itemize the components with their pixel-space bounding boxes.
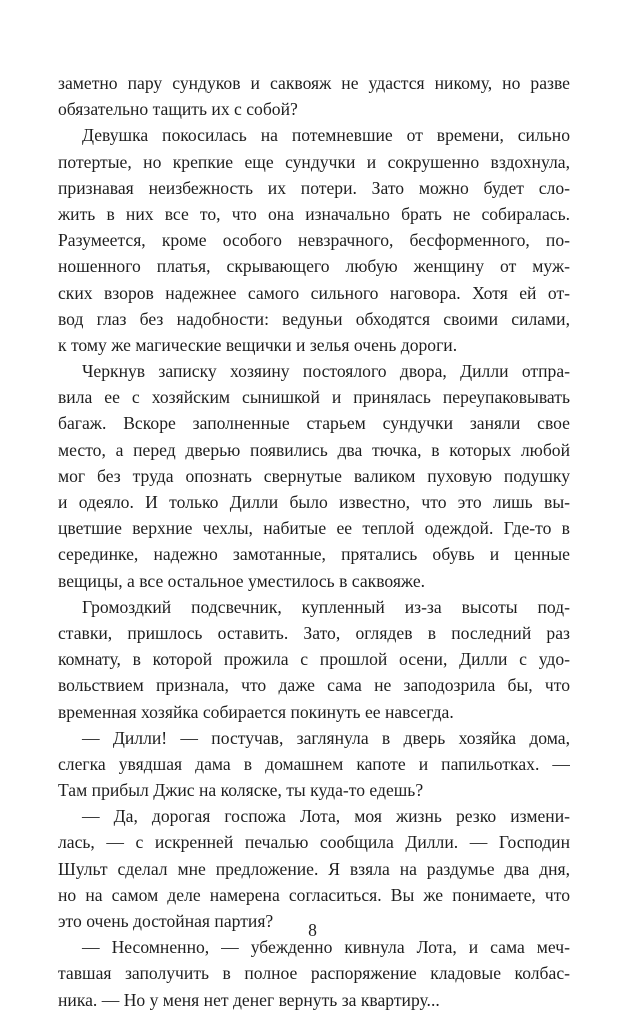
text-line: багаж. Вскоре заполненные старьем сундучки заняли свое: [58, 413, 570, 434]
text-line: ских взоров надежнее самого сильного наговора. Хотя ей от-: [58, 282, 570, 303]
text-line: временная хозяйка собирается покинуть ее навсегда.: [58, 701, 454, 722]
text-line: это очень достойная партия?: [58, 911, 274, 931]
text-line: вольствием признала, что даже сама не заподозрила бы, что: [58, 675, 570, 696]
text-line: ставки, пришлось оставить. Зато, оглядев в последний раз: [58, 622, 570, 643]
text-line: и одеяло. И только Дилли было известно, что это лишь вы-: [58, 492, 570, 512]
text-line: заметно пару сундуков и саквояж не удастся никому, но разве: [58, 73, 570, 93]
text-line: вила ее с хозяйским сынишкой и принялась переупаковывать: [58, 387, 570, 408]
text-line: — Дилли! — постучав, заглянула в дверь хозяйка дома,: [82, 727, 570, 748]
text-line: — Да, дорогая госпожа Лота, моя жизнь резко измени-: [82, 806, 570, 827]
text-line: слегка увядшая дама в домашнем капоте и папильотках. —: [58, 753, 570, 774]
text-line: обязательно тащить их с собой?: [58, 99, 298, 120]
text-line: ника. — Но у меня нет денег вернуть за квартиру...: [58, 989, 440, 1010]
text-line: Девушка покосилась на потемневшие от времени, сильно: [82, 125, 570, 146]
text-line: серединке, надежно замотанные, прятались обувь и ценные: [58, 544, 570, 565]
text-line: но на самом деле намерена согласиться. Вы же понимаете, что: [58, 884, 570, 905]
text-line: тавшая заполучить в полное распоряжение кладовые колбас-: [58, 963, 570, 984]
text-line: — Несомненно, — убежденно кивнула Лота, и сама меч-: [82, 937, 570, 958]
text-line: потертые, но крепкие еще сундучки и сокрушенно вздохнула,: [58, 151, 570, 172]
text-line: лась, — с искренней печалью сообщила Дилли. — Господин: [58, 832, 570, 853]
page-number: 8: [308, 920, 317, 940]
text-line: жить в них все то, что она изначально брать не собиралась.: [58, 203, 570, 224]
text-line: признавая неизбежность их потери. Зато можно будет сло-: [58, 177, 570, 198]
page-text-body: [58, 70, 570, 1013]
text-line: место, а перед дверью появились два тючка, в которых любой: [58, 439, 570, 460]
text-line: цветшие верхние чехлы, набитые ее теплой одеждой. Где-то в: [58, 518, 570, 539]
text-line: Шульт сделал мне предложение. Я взяла на раздумье два дня,: [58, 858, 570, 879]
text-line: вод глаз без надобности: ведуньи обходятся своими силами,: [58, 308, 570, 329]
text-line: Громоздкий подсвечник, купленный из-за высоты под-: [82, 596, 570, 617]
text-line: мог без труда опознать свернутые валиком пуховую подушку: [58, 465, 570, 486]
text-line: ношенного платья, скрывающего любую женщину от муж-: [58, 256, 570, 277]
text-line: Черкнув записку хозяину постоялого двора, Дилли отпра-: [82, 361, 570, 382]
text-line: Там прибыл Джис на коляске, ты куда-то едешь?: [58, 780, 424, 801]
text-line: Разумеется, кроме особого невзрачного, бесформенного, по-: [58, 230, 570, 251]
text-line: к тому же магические вещички и зелья очень дороги.: [58, 334, 458, 355]
text-line: комнату, в которой прожила с прошлой осени, Дилли с удо-: [58, 649, 570, 670]
text-line: вещицы, а все остальное уместилось в саквояже.: [58, 570, 426, 591]
